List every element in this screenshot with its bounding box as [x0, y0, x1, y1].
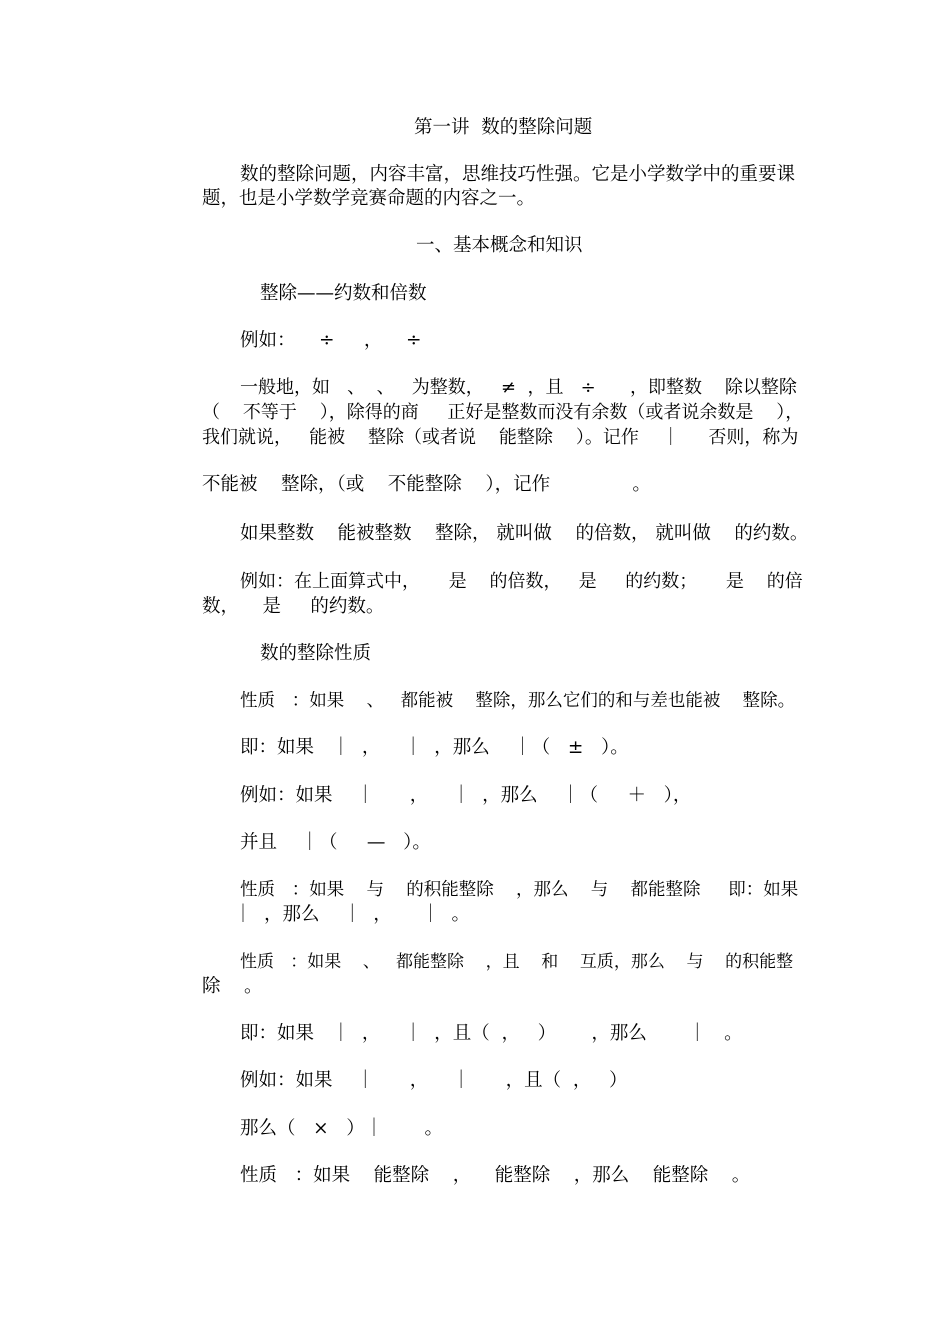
example2-line-1: 例如：在上面算式中， 是 的倍数， 是 的约数； 是 的倍: [240, 571, 803, 592]
example-line: 例如： ÷ ， ÷: [240, 330, 422, 351]
property-2-line-2: ｜ ，那么 ｜ ， ｜ 。: [222, 904, 470, 925]
property-1: 性质 ：如果 、 都能被 整除，那么它们的和与差也能被 整除。: [240, 691, 796, 711]
property-1-example-2: 并且 ｜（ — ）。: [240, 832, 431, 853]
general-line-3: 我们就说， 能被 整除（或者说 能整除 ）。记作 ｜ 否则，称为: [202, 427, 799, 448]
general-line-1: 一般地，如 、 、 为整数， ≠ ，且 ÷ ，即整数 除以整除: [240, 377, 797, 398]
multiple-definition: 如果整数 能被整数 整除， 就叫做 的倍数， 就叫做 的约数。: [240, 523, 809, 544]
property-3-line-2: 除 。: [202, 976, 263, 997]
general-line-4: 不能被 整除，（或 不能整除 ），记作 。: [202, 474, 651, 495]
intro-line-2: 题，也是小学数学竞赛命题的内容之一。: [202, 188, 536, 209]
general-line-2: （ 不等于 ），除得的商 正好是整数而没有余数（或者说余数是 ），: [202, 402, 804, 423]
subheading-divisibility: 整除——约数和倍数: [260, 283, 427, 304]
property-3-formula: 即：如果 ｜ ， ｜ ，且（ ， ） ，那么 ｜ 。: [240, 1023, 743, 1044]
section-heading: 一、基本概念和知识: [416, 235, 583, 256]
property-3-example: 例如：如果 ｜ ， ｜ ，且（ ， ）: [240, 1070, 628, 1091]
example2-line-2: 数， 是 的约数。: [202, 596, 385, 617]
property-4: 性质 ：如果 能整除 ， 能整除 ，那么 能整除 。: [240, 1165, 751, 1186]
property-2-line-1: 性质 ：如果 与 的积能整除 ，那么 与 都能整除 即：如果: [240, 880, 799, 900]
property-3-example-2: 那么（ × ）｜ 。: [240, 1118, 443, 1139]
subheading-properties: 数的整除性质: [260, 643, 372, 664]
property-3-line-1: 性质 ：如果 、 都能整除 ，且 和 互质，那么 与 的积能整: [240, 952, 794, 972]
property-1-example: 例如：如果 ｜ ， ｜ ，那么 ｜（ ＋ ），: [240, 785, 692, 806]
lecture-title: 第一讲 数的整除问题: [414, 117, 593, 138]
intro-line-1: 数的整除问题，内容丰富，思维技巧性强。它是小学数学中的重要课: [240, 164, 796, 185]
property-1-formula: 即：如果 ｜ ， ｜ ，那么 ｜（ ± ）。: [240, 737, 629, 758]
